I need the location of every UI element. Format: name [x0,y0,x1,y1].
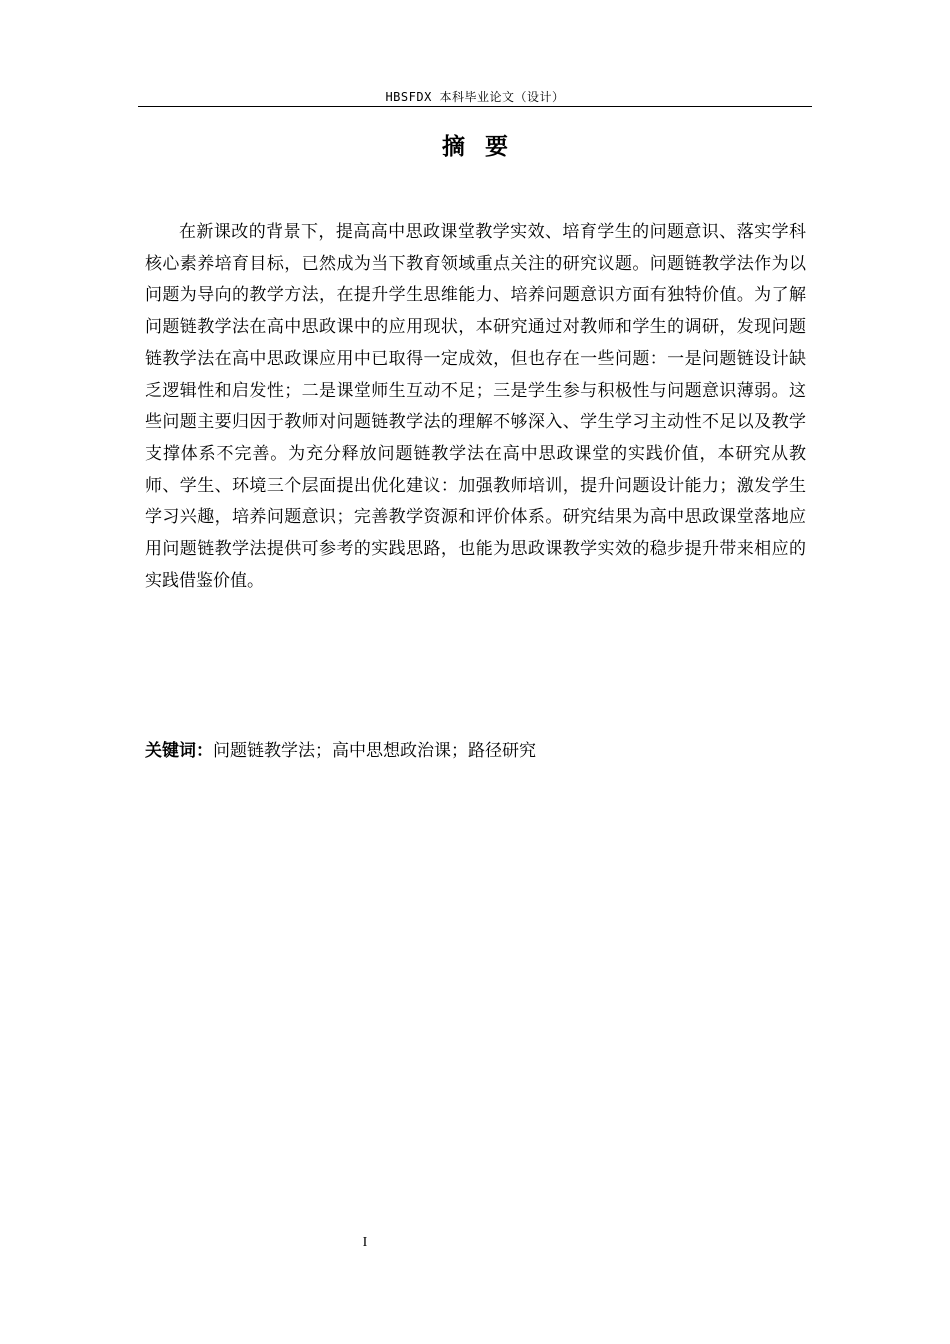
keywords-label: 关键词： [145,741,213,761]
header-rule [138,106,812,107]
running-header: HBSFDX 本科毕业论文（设计） [385,90,565,104]
page-number: I [362,1235,368,1250]
keywords-line [145,736,806,767]
abstract-body: 在新课改的背景下，提高高中思政课堂教学实效、培育学生的问题意识、落实学科核心素养培育目标，已然成为当下教育领域重点关注的研究议题。问题链教学法作为以问题为导向的教学方法，在提升学生思维能力、培养问题意识方面有独特价值。为了解问题链教学法在高中思政课中的应用现状，本研究通过对教师和学生的调研，发现问题链教学法在高中思政课应用中已取得一定成效，但也存在一些问题：一是问题链设计缺乏逻辑性和启发性；二是课堂师生互动不足；三是学生参与积极性与问题意识薄弱。这些问题主要归因于教师对问题链教学法的理解不够深入、学生学习主动性不足以及教学支撑体系不完善。为充分释放问题链教学法在高中思政课堂的实践价值，本研究从教师、学生、环境三个层面提出优化建议：加强教师培训，提升问题设计能力；激发学生学习兴趣，培养问题意识；完善教学资源和评价体系。研究结果为高中思政课堂落地应用问题链教学法提供可参考的实践思路，也能为思政课教学实效的稳步提升带来相应的实践借鉴价值。 [145,222,806,591]
abstract-title: 摘要 [442,134,528,160]
keywords-value: 问题链教学法；高中思想政治课；路径研究 [213,741,536,761]
